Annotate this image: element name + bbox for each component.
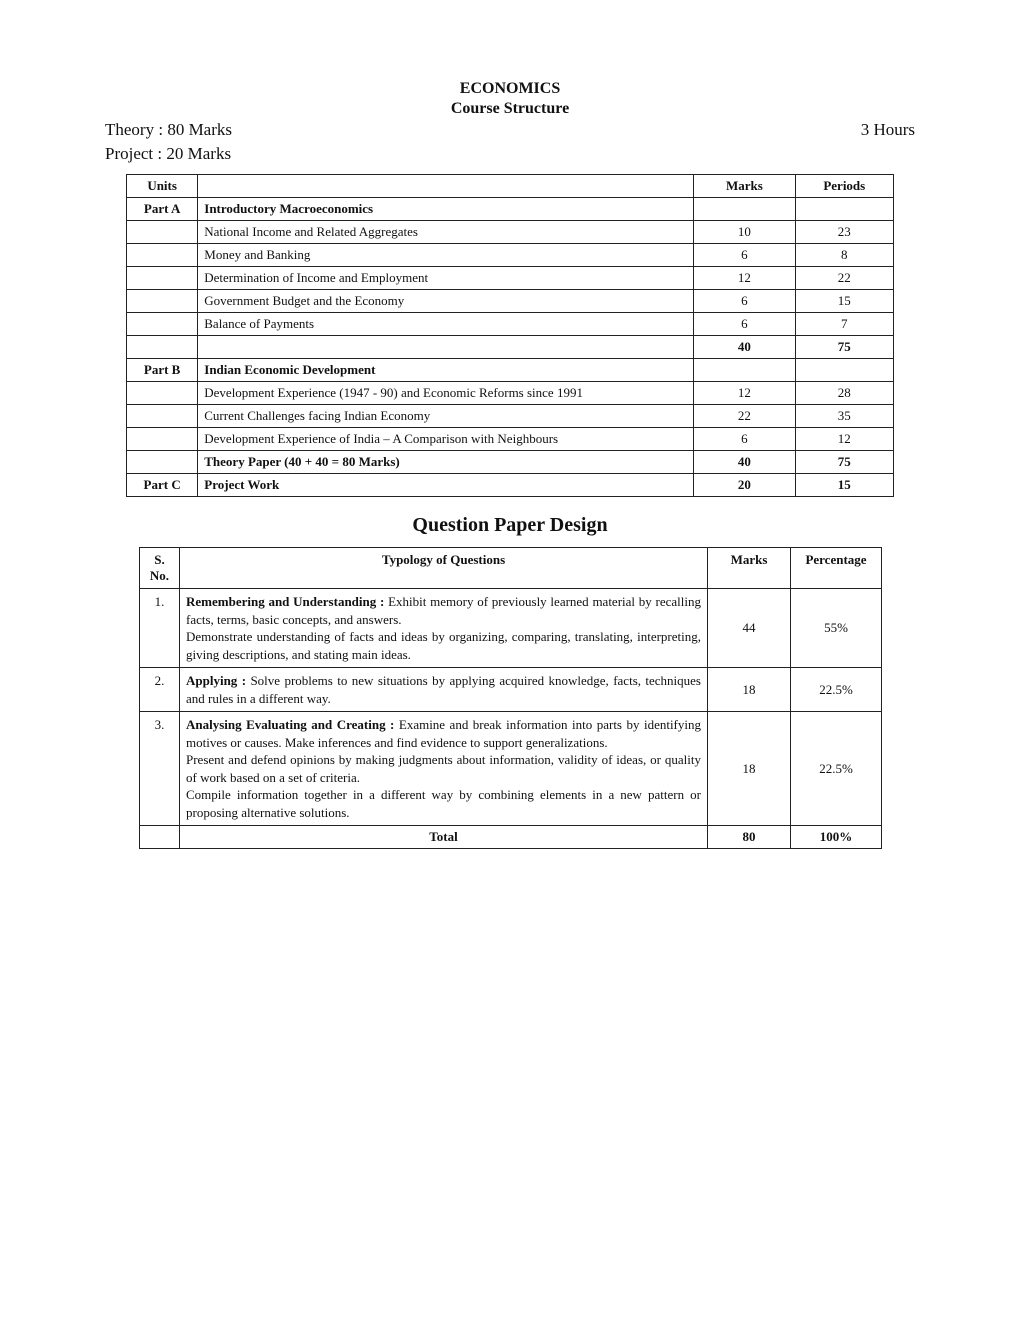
topic-cell (198, 336, 694, 359)
topic-cell: Indian Economic Development (198, 359, 694, 382)
periods-cell: 35 (795, 405, 893, 428)
sno-cell: 3. (140, 712, 180, 826)
unit-cell (127, 336, 198, 359)
unit-cell (127, 382, 198, 405)
marks-cell: 18 (708, 668, 791, 712)
table-row (140, 712, 882, 826)
unit-cell (127, 313, 198, 336)
typology-cell (180, 589, 708, 668)
marks-cell: 6 (694, 428, 795, 451)
header-units: Units (127, 175, 198, 198)
topic-cell: Government Budget and the Economy (198, 290, 694, 313)
unit-cell: Part C (127, 474, 198, 497)
topic-cell: Balance of Payments (198, 313, 694, 336)
table-header-row (140, 548, 882, 589)
question-paper-design-title: Question Paper Design (412, 514, 608, 536)
periods-cell: 12 (795, 428, 893, 451)
periods-cell: 22 (795, 267, 893, 290)
topic-cell: Introductory Macroeconomics (198, 198, 694, 221)
header-marks: Marks (694, 175, 795, 198)
table-header-row (127, 175, 894, 198)
unit-cell (127, 428, 198, 451)
header-periods: Periods (795, 175, 893, 198)
table-row (127, 221, 894, 244)
table-row (127, 198, 894, 221)
typology-line: Present and defend opinions by making judgments about information, validity of ideas, or quality of work based on a set of criteria. (186, 752, 701, 785)
periods-cell: 15 (795, 290, 893, 313)
marks-cell: 44 (708, 589, 791, 668)
marks-cell: 10 (694, 221, 795, 244)
course-structure-table (126, 174, 894, 497)
marks-cell: 12 (694, 382, 795, 405)
total-marks: 80 (708, 826, 791, 849)
typology-cell (180, 712, 708, 826)
table-row (127, 290, 894, 313)
total-label: Total (180, 826, 708, 849)
unit-cell (127, 290, 198, 313)
header-typology: Typology of Questions (180, 548, 708, 589)
table-row (127, 474, 894, 497)
table-row (127, 336, 894, 359)
table-row (140, 589, 882, 668)
topic-cell: Project Work (198, 474, 694, 497)
typology-line: Exhibit memory of previously learned material by recalling facts, terms, basic concepts, and answers. (186, 594, 702, 627)
marks-cell: 6 (694, 290, 795, 313)
percentage-cell: 55% (791, 589, 882, 668)
typology-cell (180, 668, 708, 712)
typology-line: Compile information together in a different way by combining elements in a new pattern or proposing alternative solutions. (186, 787, 701, 820)
typology-heading: Applying : (186, 673, 247, 688)
unit-cell: Part B (127, 359, 198, 382)
table-row (127, 428, 894, 451)
subject-title: ECONOMICS (459, 80, 561, 97)
table-row (127, 267, 894, 290)
typology-heading: Remembering and Understanding : (186, 594, 385, 609)
marks-subtotal: 40 (694, 336, 795, 359)
sno-cell (140, 826, 180, 849)
theory-marks: Theory : 80 Marks (105, 120, 233, 139)
periods-cell (795, 359, 893, 382)
periods-cell: 15 (795, 474, 893, 497)
marks-cell (694, 359, 795, 382)
header-topic (198, 175, 694, 198)
topic-cell: Current Challenges facing Indian Economy (198, 405, 694, 428)
marks-cell (694, 198, 795, 221)
periods-subtotal: 75 (795, 336, 893, 359)
project-marks: Project : 20 Marks (105, 144, 232, 163)
unit-cell (127, 221, 198, 244)
percentage-cell: 22.5% (791, 668, 882, 712)
marks-cell: 12 (694, 267, 795, 290)
topic-cell: Money and Banking (198, 244, 694, 267)
question-paper-design-table (139, 547, 882, 849)
topic-cell: Theory Paper (40 + 40 = 80 Marks) (198, 451, 694, 474)
unit-cell (127, 451, 198, 474)
duration: 3 Hours (860, 120, 915, 139)
periods-cell: 8 (795, 244, 893, 267)
periods-cell: 28 (795, 382, 893, 405)
unit-cell: Part A (127, 198, 198, 221)
marks-cell: 40 (694, 451, 795, 474)
table-row (127, 382, 894, 405)
unit-cell (127, 244, 198, 267)
typology-heading: Analysing Evaluating and Creating : (186, 717, 395, 732)
header-sno: S. No. (140, 548, 180, 589)
course-structure-subtitle: Course Structure (450, 100, 570, 117)
topic-cell: Determination of Income and Employment (198, 267, 694, 290)
header-percentage: Percentage (791, 548, 882, 589)
unit-cell (127, 267, 198, 290)
table-row (127, 244, 894, 267)
unit-cell (127, 405, 198, 428)
table-row (127, 405, 894, 428)
table-row (140, 668, 882, 712)
typology-line: Examine and break information into parts by identifying motives or causes. Make inferences and find evidence to support generalizations. (186, 717, 701, 750)
topic-cell: Development Experience of India – A Comparison with Neighbours (198, 428, 694, 451)
topic-cell: Development Experience (1947 - 90) and Economic Reforms since 1991 (198, 382, 694, 405)
table-row (127, 313, 894, 336)
marks-cell: 6 (694, 313, 795, 336)
total-percentage: 100% (791, 826, 882, 849)
periods-cell (795, 198, 893, 221)
total-row (140, 826, 882, 849)
marks-cell: 22 (694, 405, 795, 428)
marks-cell: 18 (708, 712, 791, 826)
periods-cell: 23 (795, 221, 893, 244)
typology-line: Demonstrate understanding of facts and ideas by organizing, comparing, translating, interpreting, giving descriptions, and stating main ideas. (186, 629, 701, 662)
sno-cell: 1. (140, 589, 180, 668)
percentage-cell: 22.5% (791, 712, 882, 826)
table-row (127, 359, 894, 382)
typology-line: Solve problems to new situations by applying acquired knowledge, facts, techniques and rules in a different way. (186, 673, 701, 706)
periods-cell: 75 (795, 451, 893, 474)
marks-cell: 6 (694, 244, 795, 267)
marks-cell: 20 (694, 474, 795, 497)
periods-cell: 7 (795, 313, 893, 336)
topic-cell: National Income and Related Aggregates (198, 221, 694, 244)
header-marks: Marks (708, 548, 791, 589)
table-row (127, 451, 894, 474)
sno-cell: 2. (140, 668, 180, 712)
